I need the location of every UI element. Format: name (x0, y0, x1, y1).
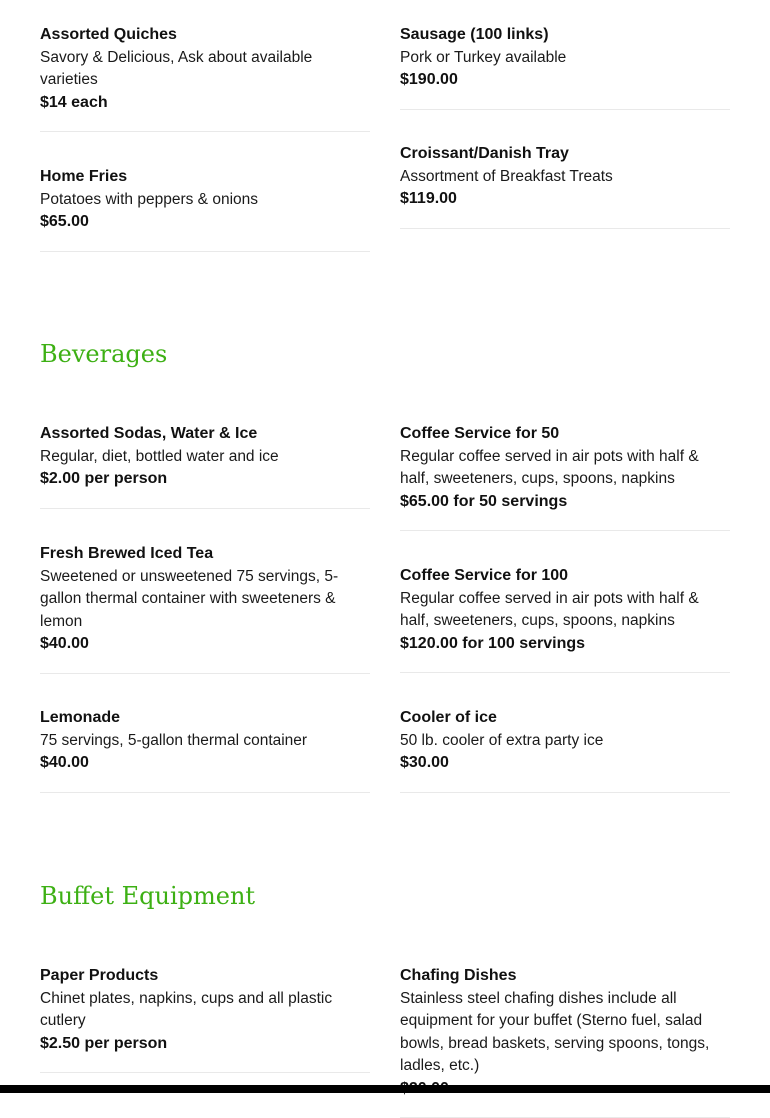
item-name: Chafing Dishes (400, 967, 517, 984)
menu-item-paper-products (40, 965, 370, 1073)
item-price: $120.00 for 100 servings (400, 634, 586, 652)
bottom-bar (0, 1085, 770, 1093)
menu-item-lemonade (40, 707, 370, 793)
item-description: Chinet plates, napkins, cups and all plastic cutlery (40, 989, 333, 1029)
menu-item-cooler-of-ice (400, 707, 730, 793)
item-description: Regular coffee served in air pots with half & half, sweeteners, cups, spoons, napkins (400, 589, 699, 629)
menu-item-assorted-quiches (40, 24, 370, 132)
item-price: $14 each (40, 93, 108, 111)
item-description: Regular, diet, bottled water and ice (40, 447, 279, 465)
item-name: Coffee Service for 100 (400, 567, 569, 584)
item-price: $30.00 (400, 754, 449, 771)
item-name: Paper Products (40, 967, 159, 984)
item-name: Lemonade (40, 709, 121, 726)
item-description: Sweetened or unsweetened 75 servings, 5-gallon thermal container with sweeteners & lemon (40, 567, 339, 630)
item-description: Stainless steel chafing dishes include all equipment for your buffet (Sterno fuel, salad bowls, bread baskets, serving spoons, tongs, ladles, etc.) (400, 989, 710, 1074)
item-description: Pork or Turkey available (400, 48, 567, 66)
item-name: Assorted Quiches (40, 26, 177, 43)
item-price: $2.50 per person (40, 1034, 168, 1052)
item-price: $65.00 for 50 servings (400, 492, 568, 510)
item-name: Cooler of ice (400, 709, 497, 726)
menu-item-home-fries (40, 166, 370, 252)
item-price: $119.00 (400, 190, 457, 207)
menu-item-sausage (400, 24, 730, 110)
item-price: $40.00 (40, 635, 89, 652)
item-name: Assorted Sodas, Water & Ice (40, 425, 258, 442)
item-description: Regular coffee served in air pots with half & half, sweeteners, cups, spoons, napkins (400, 447, 699, 487)
item-name: Home Fries (40, 168, 128, 185)
menu-item-coffee-service-100 (400, 565, 730, 673)
item-price: $65.00 (40, 213, 89, 230)
menu-item-coffee-service-50 (400, 423, 730, 531)
item-name: Coffee Service for 50 (400, 425, 560, 442)
item-description: 75 servings, 5-gallon thermal container (40, 731, 308, 749)
item-price: $2.00 per person (40, 470, 168, 487)
item-name: Croissant/Danish Tray (400, 145, 569, 162)
item-price: $190.00 (400, 71, 458, 88)
section-title-buffet-equipment: Buffet Equipment (40, 882, 256, 910)
item-description: 50 lb. cooler of extra party ice (400, 731, 604, 749)
item-description: Potatoes with peppers & onions (40, 190, 258, 208)
menu-item-chafing-dishes (400, 965, 730, 1118)
menu-item-croissant-danish-tray (400, 143, 730, 229)
section-title-beverages: Beverages (40, 340, 168, 368)
item-description: Savory & Delicious, Ask about available varieties (40, 48, 313, 88)
item-name: Fresh Brewed Iced Tea (40, 545, 214, 562)
item-price: $40.00 (40, 754, 89, 771)
menu-item-sodas-water-ice (40, 423, 370, 509)
menu-item-iced-tea (40, 543, 370, 674)
item-description: Assortment of Breakfast Treats (400, 167, 613, 185)
item-name: Sausage (100 links) (400, 26, 549, 43)
